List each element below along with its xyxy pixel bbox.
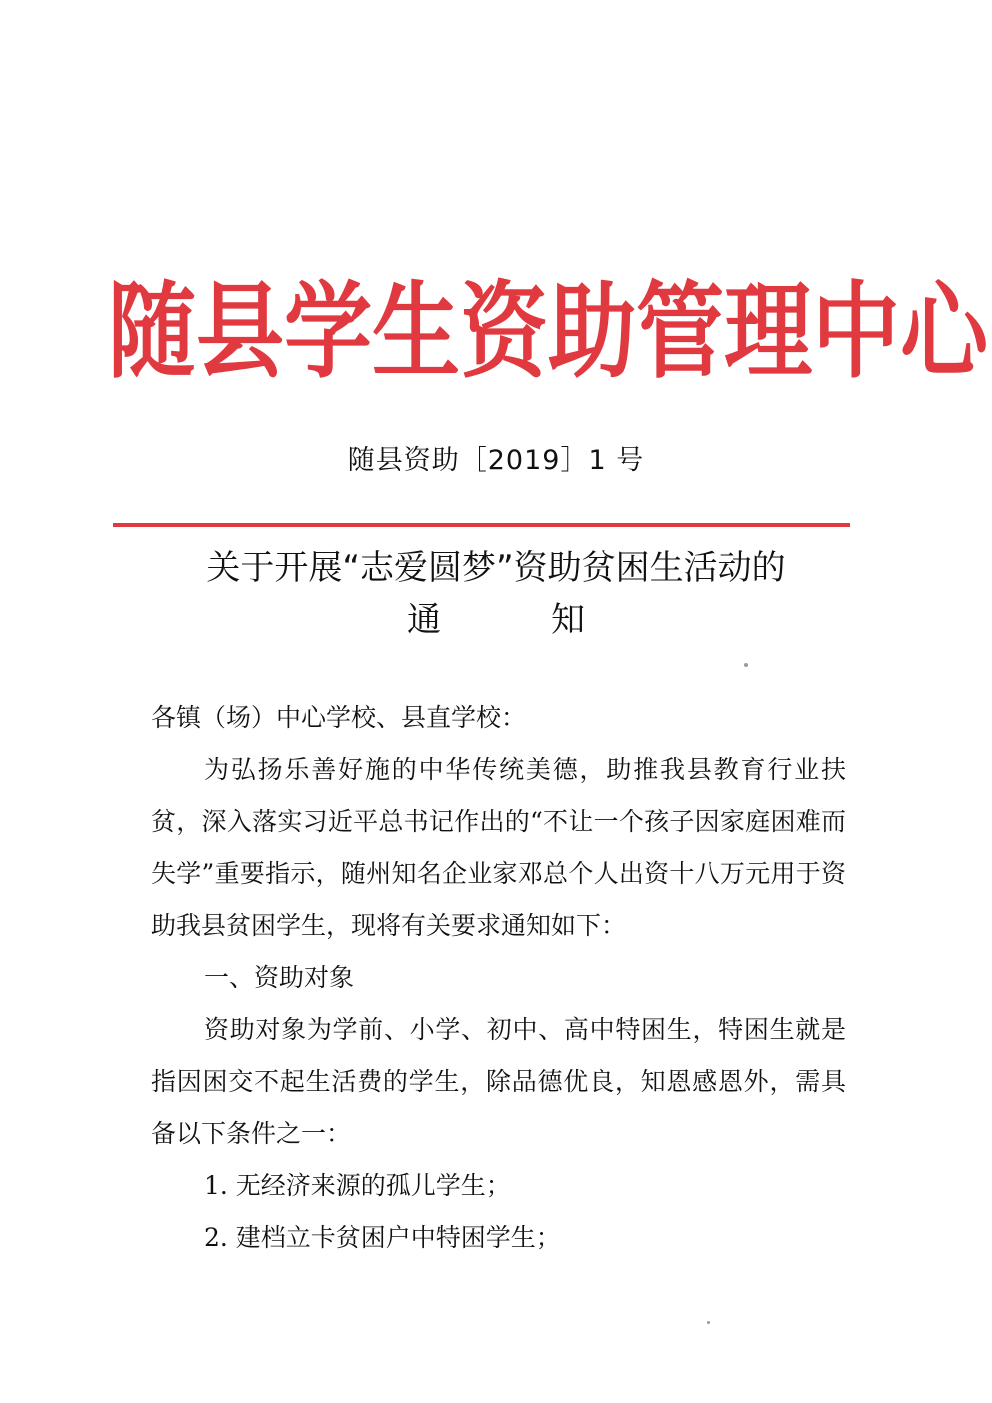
- scan-speck: [744, 663, 748, 667]
- org-char: 生: [372, 269, 461, 393]
- notice-title-line2: [0, 592, 992, 641]
- org-char: 管: [636, 269, 725, 393]
- notice-title-line1: 关于开展“志爱圆梦”资助贫困生活动的: [206, 548, 786, 588]
- org-char: 学: [284, 269, 373, 393]
- list-item: 2. 建档立卡贫困户中特困学生；: [204, 1223, 561, 1252]
- org-char: 县: [196, 269, 285, 393]
- org-char: 资: [460, 269, 549, 393]
- section-paragraph: 资助对象为学前、小学、初中、高中特困生，特困生就是指因困交不起生活费的学生，除品德优良，知恩感恩外，需具备以下条件之一：: [151, 1015, 846, 1148]
- org-char: 心: [900, 269, 989, 393]
- salutation: 各镇（场）中心学校、县直学校：: [151, 703, 527, 732]
- header-divider: [113, 523, 850, 527]
- list-item: 1. 无经济来源的孤儿学生；: [204, 1171, 511, 1200]
- scan-speck: [707, 1321, 710, 1324]
- organization-name-header: [108, 268, 989, 394]
- org-char: 中: [812, 269, 901, 393]
- org-char: 理: [724, 269, 813, 393]
- notice-title-char-right: 知: [551, 600, 585, 640]
- notice-title-char-left: 通: [407, 600, 441, 640]
- org-char: 随: [108, 269, 197, 393]
- document-number: 随县资助［2019］1 号: [347, 445, 645, 476]
- document-body: [151, 692, 846, 1264]
- section-heading: 一、资助对象: [204, 963, 355, 992]
- org-char: 助: [548, 269, 637, 393]
- intro-paragraph: 为弘扬乐善好施的中华传统美德，助推我县教育行业扶贫，深入落实习近平总书记作出的“不让一个孩子因家庭困难而失学”重要指示，随州知名企业家邓总个人出资十八万元用于资助我县贫困学生，现将有关要求通知如下：: [151, 755, 846, 940]
